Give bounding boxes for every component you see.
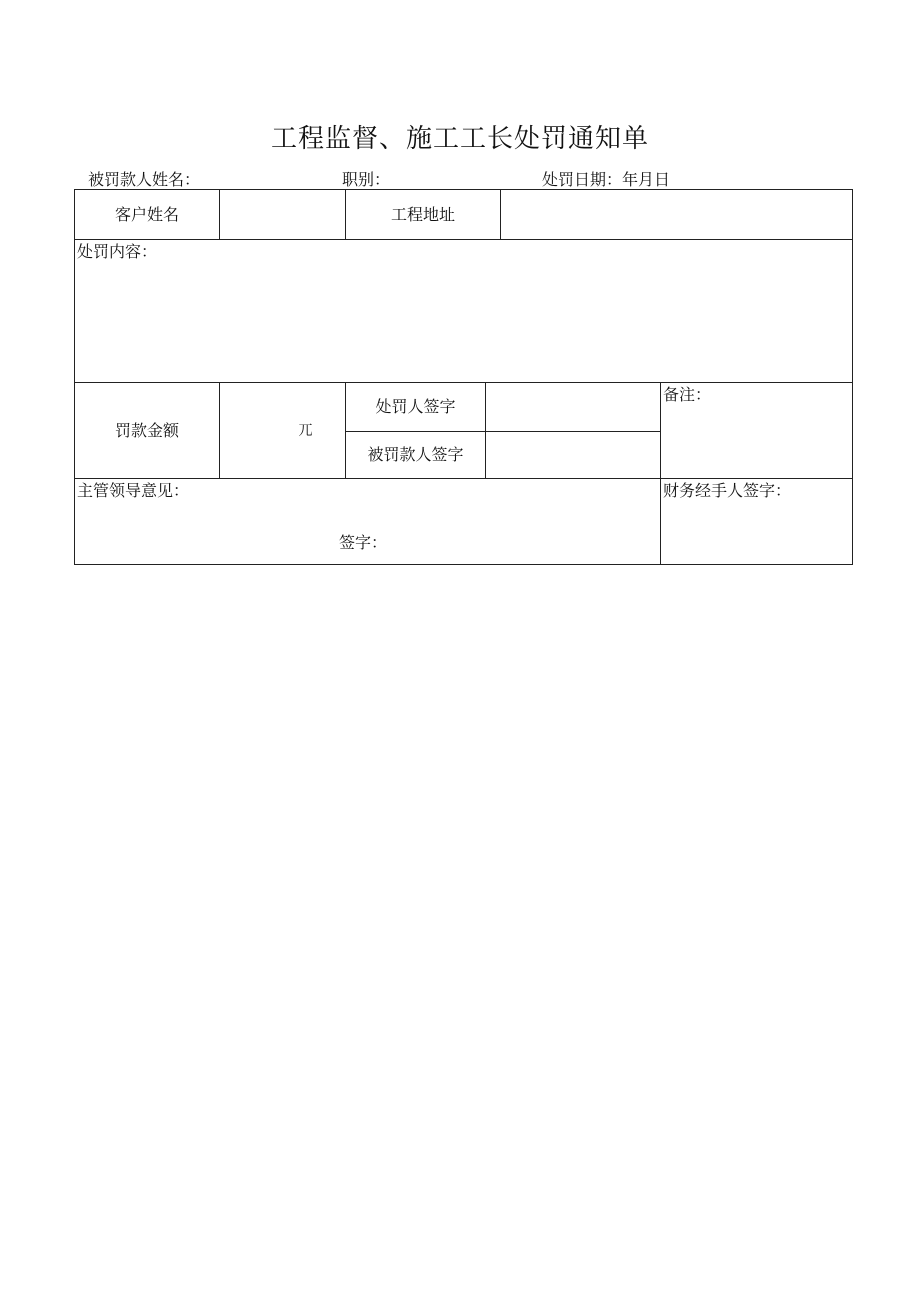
fine-amount-unit: 兀 xyxy=(298,422,313,439)
finance-signature-label: 财务经手人签字： xyxy=(663,481,792,500)
position-label: 职别： xyxy=(342,170,391,189)
penalizer-signature-label: 处罚人签字 xyxy=(375,397,456,416)
penalized-signature-label: 被罚款人签字 xyxy=(367,445,464,464)
document-title: 工程监督、施工工长处罚通知单 xyxy=(270,124,649,154)
remarks-label: 备注： xyxy=(663,385,712,404)
penalty-date-label: 处罚日期：年月日 xyxy=(542,170,671,189)
table-border-right xyxy=(852,189,853,565)
penalty-content-field[interactable] xyxy=(75,240,852,382)
table-border-bottom xyxy=(74,564,853,565)
supervisor-opinion-field[interactable] xyxy=(75,479,660,564)
penalized-signature-field[interactable] xyxy=(486,432,660,478)
supervisor-opinion-label: 主管领导意见： xyxy=(77,481,190,500)
project-address-field[interactable] xyxy=(501,190,852,239)
customer-name-label: 客户姓名 xyxy=(114,204,179,224)
customer-name-field[interactable] xyxy=(220,190,345,239)
signature-label: 签字： xyxy=(339,533,388,552)
remarks-field[interactable] xyxy=(661,383,852,478)
penalized-name-label: 被罚款人姓名： xyxy=(88,170,201,189)
fine-amount-field[interactable] xyxy=(220,383,345,478)
finance-signature-field[interactable] xyxy=(661,479,852,564)
penalty-content-label: 处罚内容： xyxy=(77,242,158,261)
fine-amount-label: 罚款金额 xyxy=(114,420,179,440)
project-address-label: 工程地址 xyxy=(390,204,455,224)
penalizer-signature-field[interactable] xyxy=(486,383,660,431)
